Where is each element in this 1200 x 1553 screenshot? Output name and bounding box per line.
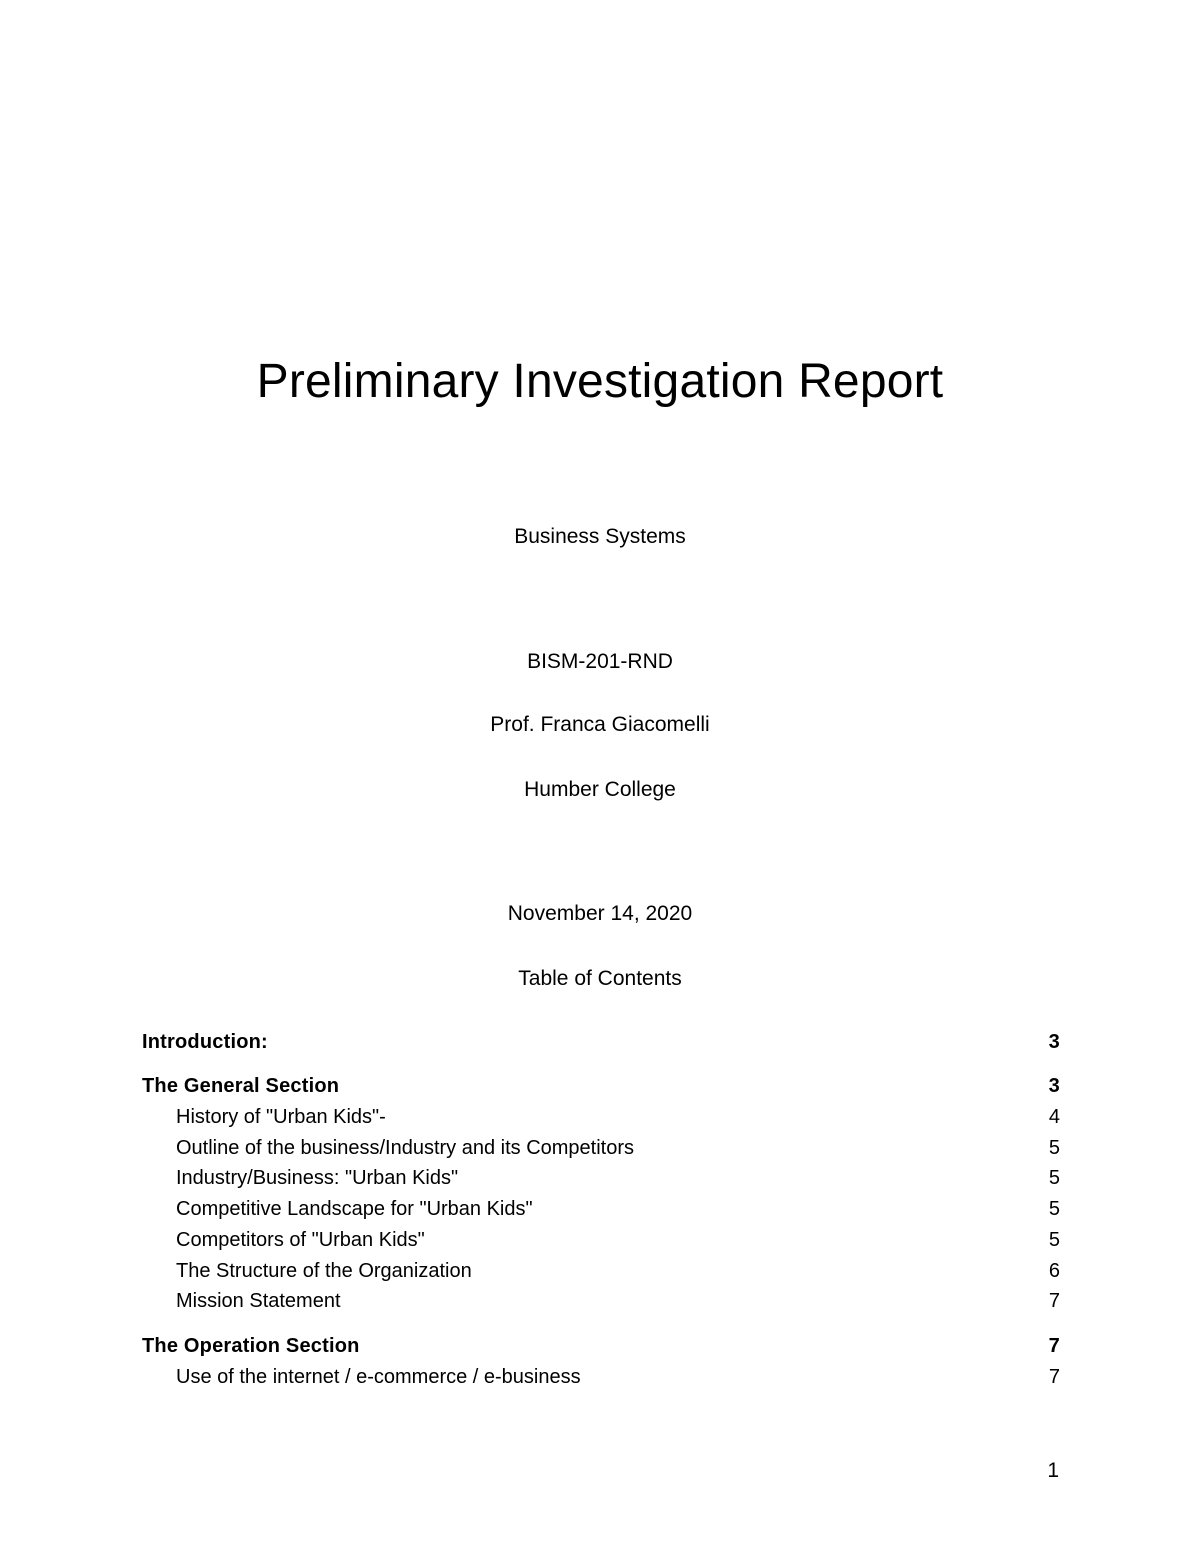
course-code: BISM-201-RND (527, 650, 673, 673)
toc-entry-page: 3 (1048, 1075, 1060, 1097)
toc-entry-operation-section[interactable] (142, 1331, 1060, 1361)
toc-entry-page: 5 (1048, 1167, 1060, 1189)
report-date: November 14, 2020 (507, 902, 693, 925)
toc-entry-page: 5 (1048, 1229, 1060, 1251)
toc-entry-label: Introduction: (142, 1031, 268, 1053)
toc-entry-page: 3 (1048, 1031, 1060, 1053)
toc-entry-page: 4 (1048, 1106, 1060, 1128)
toc-entry-label: History of "Urban Kids"- (176, 1106, 386, 1128)
toc-entry-mission-statement[interactable] (142, 1286, 1060, 1316)
toc-entry-label: Outline of the business/Industry and its Competitors (176, 1137, 635, 1159)
toc-entry-page: 5 (1048, 1137, 1060, 1159)
toc-entry-page: 6 (1048, 1260, 1060, 1282)
toc-entry-label: Mission Statement (176, 1290, 341, 1312)
toc-entry-label: Competitors of "Urban Kids" (176, 1229, 425, 1251)
course-name: Business Systems (514, 525, 686, 548)
toc-entry-page: 7 (1048, 1335, 1060, 1357)
toc-entry-label: Use of the internet / e-commerce / e-business (176, 1366, 581, 1388)
toc-entry-introduction[interactable] (142, 1027, 1060, 1057)
toc-entry-label: Industry/Business: "Urban Kids" (176, 1167, 459, 1189)
toc-entry-label: The Operation Section (142, 1335, 360, 1357)
report-title: Preliminary Investigation Report (256, 355, 944, 408)
toc-entry-page: 7 (1048, 1290, 1060, 1312)
toc-entry-general-section[interactable] (142, 1071, 1060, 1101)
toc-entry-page: 7 (1048, 1366, 1060, 1388)
toc-entry-competitive-landscape[interactable] (142, 1194, 1060, 1224)
toc-entry-competitors[interactable] (142, 1225, 1060, 1255)
toc-entry-label: The Structure of the Organization (176, 1260, 472, 1282)
toc-entry-internet-ecommerce[interactable] (142, 1362, 1060, 1392)
page-number: 1 (1047, 1459, 1059, 1482)
toc-entry-outline[interactable] (142, 1133, 1060, 1163)
toc-heading: Table of Contents (518, 967, 682, 990)
toc-entry-structure[interactable] (142, 1256, 1060, 1286)
toc-entry-page: 5 (1048, 1198, 1060, 1220)
toc-entry-label: Competitive Landscape for "Urban Kids" (176, 1198, 533, 1220)
institution-name: Humber College (524, 778, 676, 801)
toc-entry-industry-business[interactable] (142, 1163, 1060, 1193)
professor-name: Prof. Franca Giacomelli (490, 713, 710, 736)
toc-entry-label: The General Section (142, 1075, 340, 1097)
toc-entry-history[interactable] (142, 1102, 1060, 1132)
